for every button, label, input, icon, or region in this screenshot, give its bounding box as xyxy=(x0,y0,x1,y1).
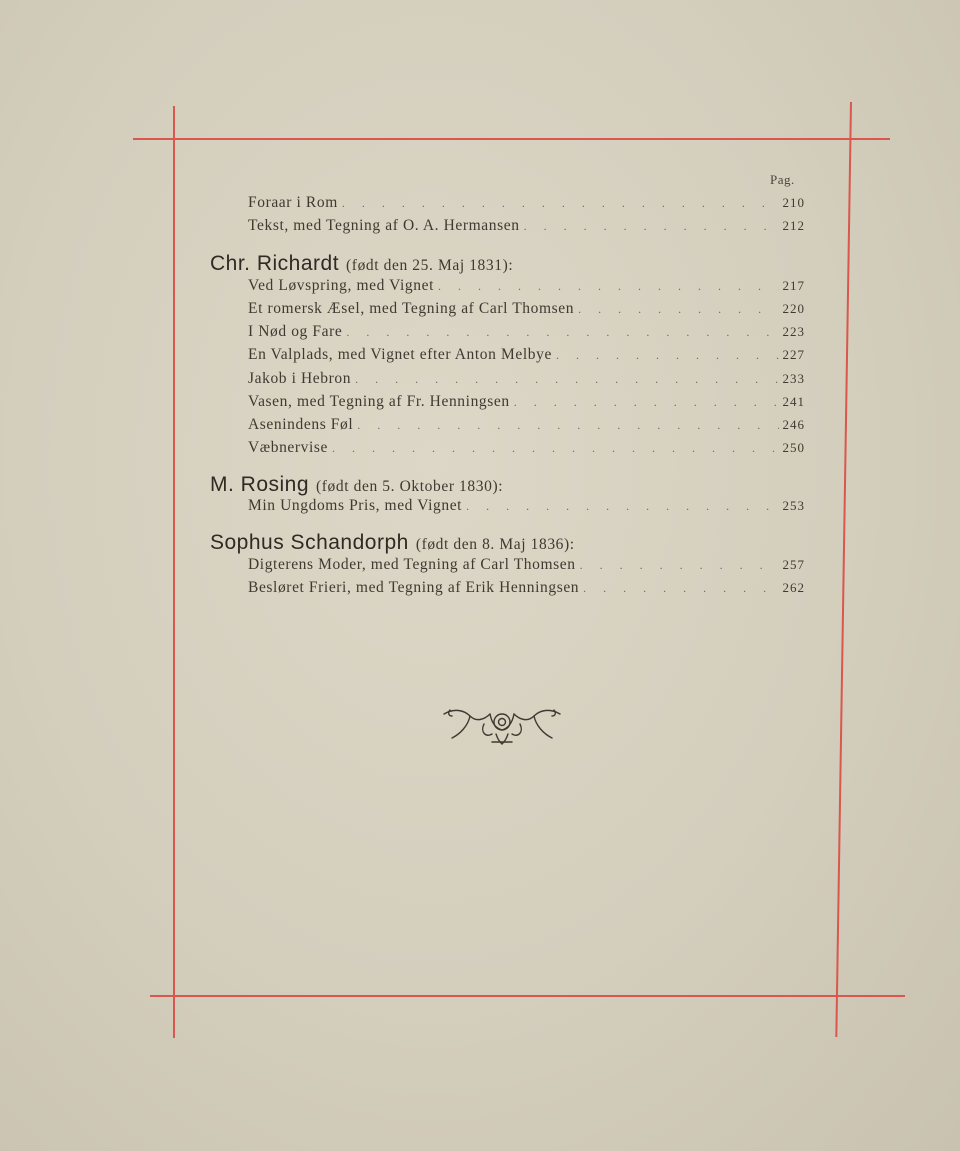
entry-page: 227 xyxy=(782,347,805,362)
toc-entry xyxy=(248,497,805,517)
entry-title: Ved Løvspring, med Vignet xyxy=(248,277,434,294)
leader-dots xyxy=(438,279,779,294)
entry-page: 262 xyxy=(782,580,805,595)
toc-entry xyxy=(248,217,805,237)
leader-dots xyxy=(556,348,779,363)
toc-entry xyxy=(248,346,805,366)
leader-dots xyxy=(514,395,779,410)
author-birth-note: (født den 8. Maj 1836): xyxy=(415,536,575,553)
entry-page: 246 xyxy=(782,417,805,432)
scroll-flourish-icon xyxy=(440,704,564,750)
entry-title: Digterens Moder, med Tegning af Carl Thomsen xyxy=(248,556,576,573)
entry-page: 250 xyxy=(782,440,805,455)
leader-dots xyxy=(580,558,779,573)
author-name: Chr. Richardt xyxy=(210,252,340,275)
toc-entry xyxy=(248,439,805,459)
toc-entry xyxy=(248,277,805,297)
toc-entry xyxy=(248,370,805,390)
leader-dots xyxy=(583,581,778,596)
toc-entry xyxy=(248,579,805,599)
entry-page: 220 xyxy=(782,301,805,316)
author-name: Sophus Schandorph xyxy=(210,531,409,554)
author-birth-note: (født den 25. Maj 1831): xyxy=(346,257,514,274)
leader-dots xyxy=(355,372,778,387)
entry-page: 217 xyxy=(782,278,805,293)
toc-entry xyxy=(248,194,805,214)
author-birth-note: (født den 5. Oktober 1830): xyxy=(316,478,504,495)
entry-title: I Nød og Fare xyxy=(248,323,343,340)
entry-page: 257 xyxy=(782,557,805,572)
leader-dots xyxy=(346,325,778,340)
leader-dots xyxy=(342,196,779,211)
author-heading xyxy=(210,252,513,278)
entry-title: Min Ungdoms Pris, med Vignet xyxy=(248,497,463,514)
entry-title: Foraar i Rom xyxy=(248,194,338,211)
pag-column-heading: Pag. xyxy=(770,172,795,187)
toc-entry xyxy=(248,300,805,320)
entry-title: En Valplads, med Vignet efter Anton Melbye xyxy=(248,346,552,363)
entry-title: Vasen, med Tegning af Fr. Henningsen xyxy=(248,393,510,410)
entry-title: Tekst, med Tegning af O. A. Hermansen xyxy=(248,217,520,234)
toc-entry xyxy=(248,323,805,343)
entry-title: Et romersk Æsel, med Tegning af Carl Thomsen xyxy=(248,300,575,317)
leader-dots xyxy=(578,302,778,317)
toc-entry xyxy=(248,556,805,576)
entry-page: 212 xyxy=(782,218,805,233)
entry-page: 223 xyxy=(782,324,805,339)
author-heading xyxy=(210,531,575,557)
entry-title: Væbnervise xyxy=(248,439,329,456)
entry-title: Jakob i Hebron xyxy=(248,370,352,387)
entry-page: 241 xyxy=(782,394,805,409)
entry-title: Asenindens Føl xyxy=(248,416,354,433)
author-name: M. Rosing xyxy=(210,473,310,496)
leader-dots xyxy=(524,219,779,234)
entry-page: 210 xyxy=(782,195,805,210)
leader-dots xyxy=(332,441,778,456)
entry-page: 233 xyxy=(782,371,805,386)
toc-entry xyxy=(248,416,805,436)
leader-dots xyxy=(466,499,778,514)
leader-dots xyxy=(357,418,778,433)
entry-title: Besløret Frieri, med Tegning af Erik Henningsen xyxy=(248,579,580,596)
author-heading xyxy=(210,473,503,499)
entry-page: 253 xyxy=(782,498,805,513)
toc-entry xyxy=(248,393,805,413)
